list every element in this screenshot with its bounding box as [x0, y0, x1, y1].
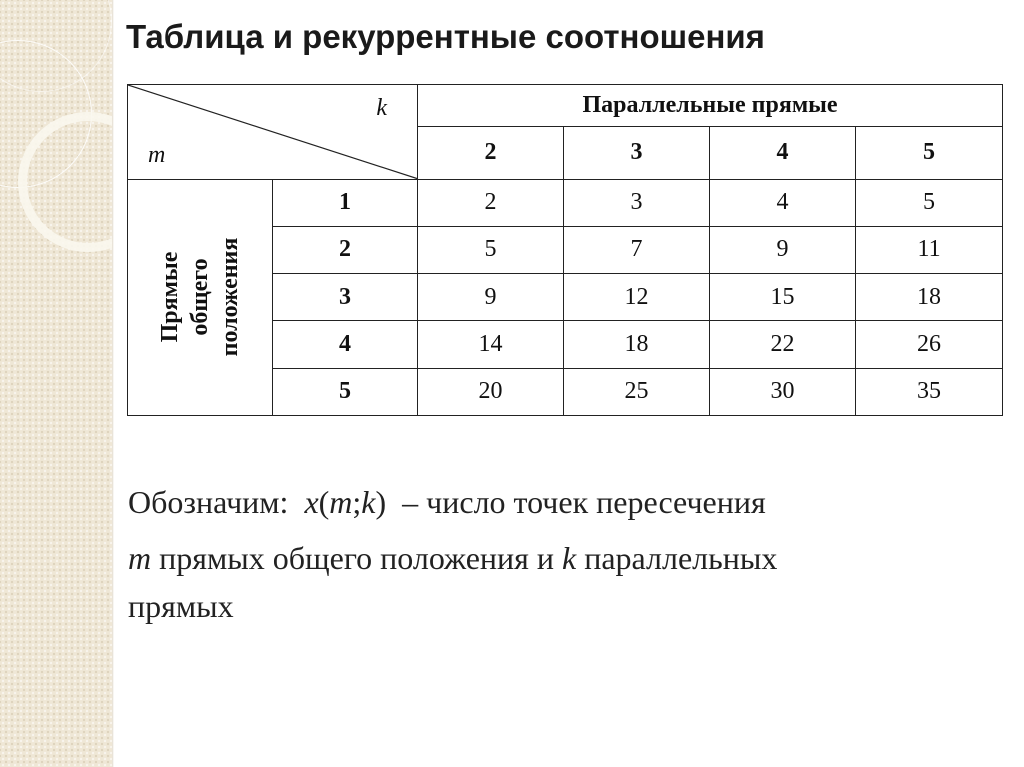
m-value-cell: 3	[273, 274, 418, 321]
k-axis-label: k	[376, 95, 387, 121]
description-text	[128, 474, 1008, 626]
general-lines-header-line: Прямые	[157, 251, 183, 343]
description-line1-rest: – число точек пересечения	[402, 484, 766, 520]
m-axis-label: m	[148, 141, 166, 168]
description-line2-mid: прямых общего положения и	[159, 540, 555, 576]
description-k: k	[562, 540, 577, 576]
table-cell: 26	[856, 321, 1003, 368]
description-line: прямых	[128, 588, 234, 624]
intersection-table	[127, 84, 1003, 416]
table-cell: 11	[856, 226, 1003, 273]
description-line	[128, 474, 1008, 530]
table-cell: 12	[564, 274, 710, 321]
formula-m: m	[329, 484, 353, 520]
formula-open-paren: (	[318, 484, 330, 520]
table-cell: 14	[418, 321, 564, 368]
table-cell: 5	[856, 179, 1003, 226]
table-cell: 18	[564, 321, 710, 368]
table-cell: 9	[710, 226, 856, 273]
table-cell: 5	[418, 226, 564, 273]
table-cell: 15	[710, 274, 856, 321]
table-row	[128, 179, 1003, 226]
description-prefix: Обозначим:	[128, 484, 289, 520]
formula-close-paren: )	[375, 484, 387, 520]
general-lines-header-line: положения	[217, 237, 243, 357]
table-cell: 3	[564, 179, 710, 226]
corner-header-cell	[128, 85, 418, 180]
slide-title: Таблица и рекуррентные соотношения	[126, 18, 765, 55]
table-cell: 25	[564, 368, 710, 415]
parallel-lines-header: Параллельные прямые	[418, 85, 1003, 127]
m-value-cell: 4	[273, 321, 418, 368]
table-cell: 30	[710, 368, 856, 415]
table-cell: 2	[418, 179, 564, 226]
m-value-cell: 5	[273, 368, 418, 415]
k-value-header: 4	[710, 127, 856, 179]
formula-x: x	[304, 484, 319, 520]
formula	[304, 484, 386, 520]
k-value-header: 3	[564, 127, 710, 179]
table-cell: 18	[856, 274, 1003, 321]
table-cell: 35	[856, 368, 1003, 415]
m-value-cell: 2	[273, 226, 418, 273]
description-line2-rest: параллельных	[584, 540, 778, 576]
description-line	[128, 530, 1008, 586]
description-m: m	[128, 540, 152, 576]
table-cell: 22	[710, 321, 856, 368]
decorative-side-band	[0, 0, 112, 767]
formula-separator: ;	[352, 484, 362, 520]
table-cell: 20	[418, 368, 564, 415]
side-band-edge	[112, 0, 114, 767]
k-value-header: 2	[418, 127, 564, 179]
k-value-header: 5	[856, 127, 1003, 179]
general-lines-header	[128, 179, 273, 415]
general-lines-header-line: общего	[187, 258, 213, 336]
table-cell: 7	[564, 226, 710, 273]
m-value-cell: 1	[273, 179, 418, 226]
table-cell: 9	[418, 274, 564, 321]
diagonal-line	[128, 85, 417, 179]
table-cell: 4	[710, 179, 856, 226]
formula-k: k	[361, 484, 376, 520]
